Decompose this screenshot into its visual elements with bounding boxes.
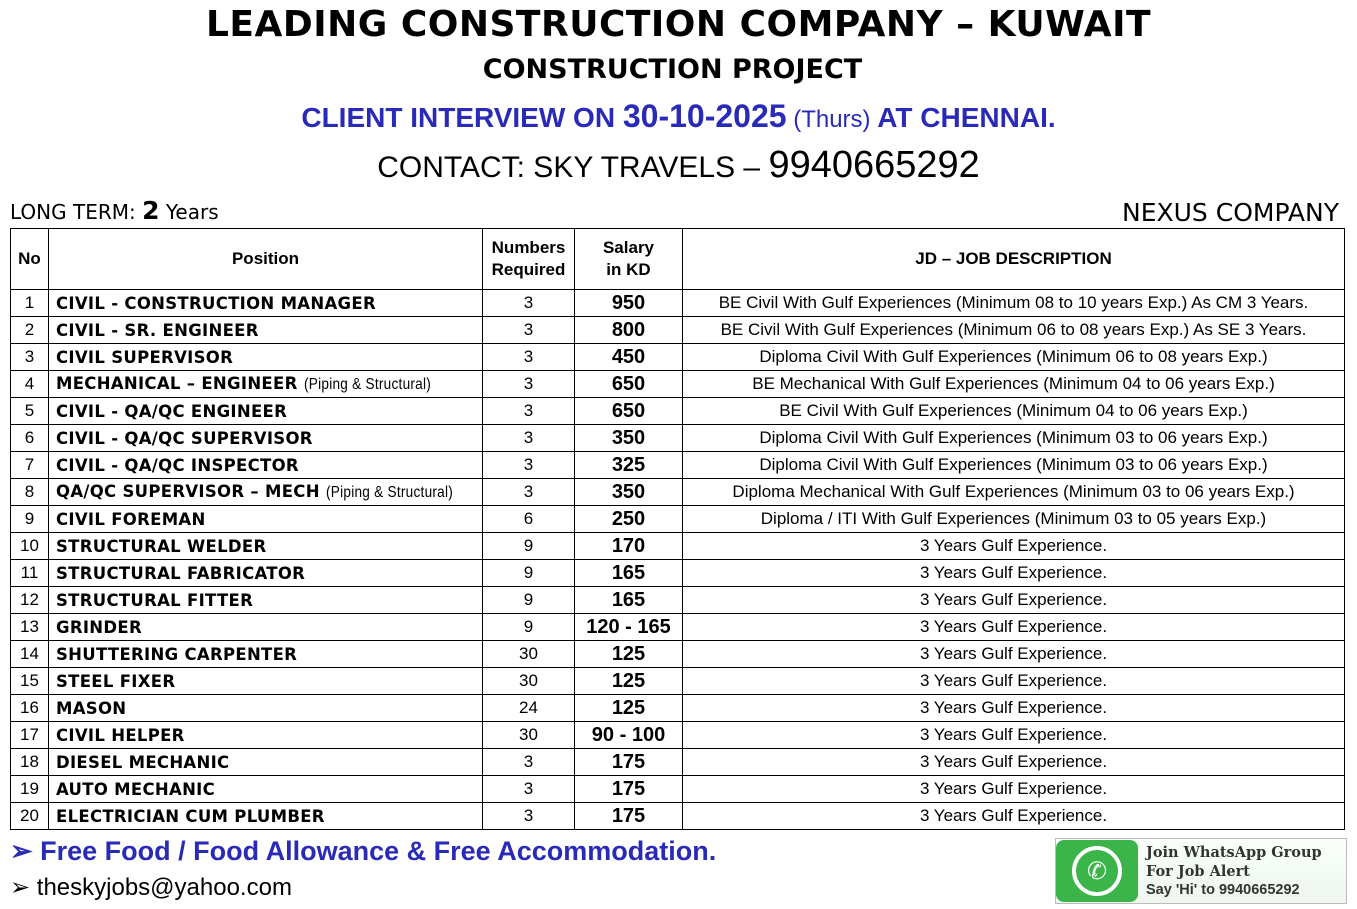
position-title: CIVIL SUPERVISOR [56, 347, 234, 367]
row-position [49, 587, 483, 614]
contact-phone: 9940665292 [768, 144, 980, 186]
row-salary: 170 [575, 533, 683, 560]
row-salary: 450 [575, 344, 683, 371]
row-jd: 3 Years Gulf Experience. [683, 533, 1345, 560]
bullet-icon: ➢ [10, 874, 31, 901]
row-qty: 30 [483, 668, 575, 695]
position-title: CIVIL - SR. ENGINEER [56, 320, 259, 340]
row-qty: 3 [483, 479, 575, 506]
row-jd: 3 Years Gulf Experience. [683, 587, 1345, 614]
row-qty: 3 [483, 344, 575, 371]
interview-suffix: AT CHENNAI. [870, 102, 1056, 133]
row-no: 3 [11, 344, 49, 371]
position-title: CIVIL - CONSTRUCTION MANAGER [56, 293, 376, 313]
benefits-text: Free Food / Food Allowance & Free Accommodation. [40, 836, 717, 866]
table-row [11, 290, 1345, 317]
row-salary: 125 [575, 695, 683, 722]
row-qty: 3 [483, 398, 575, 425]
position-title: DIESEL MECHANIC [56, 752, 230, 772]
row-no: 15 [11, 668, 49, 695]
header-jd: JD – JOB DESCRIPTION [683, 229, 1345, 290]
row-position [49, 506, 483, 533]
position-title: AUTO MECHANIC [56, 779, 216, 799]
table-row [11, 587, 1345, 614]
row-no: 19 [11, 776, 49, 803]
row-jd: BE Civil With Gulf Experiences (Minimum 06 to 08 years Exp.) As SE 3 Years. [683, 317, 1345, 344]
position-title: GRINDER [56, 617, 142, 637]
contact-line [0, 144, 1357, 187]
row-jd: 3 Years Gulf Experience. [683, 776, 1345, 803]
row-no: 20 [11, 803, 49, 830]
long-term [10, 196, 219, 225]
row-qty: 3 [483, 803, 575, 830]
subtitle: CONSTRUCTION PROJECT [482, 54, 863, 85]
page-title: LEADING CONSTRUCTION COMPANY – KUWAIT [205, 4, 1152, 45]
header-salary: Salary in KD [575, 229, 683, 290]
row-salary: 175 [575, 803, 683, 830]
row-no: 7 [11, 452, 49, 479]
row-no: 17 [11, 722, 49, 749]
row-position [49, 641, 483, 668]
row-qty: 30 [483, 722, 575, 749]
row-jd: Diploma Civil With Gulf Experiences (Minimum 03 to 06 years Exp.) [683, 452, 1345, 479]
bullet-icon: ➢ [10, 836, 33, 866]
row-position [49, 290, 483, 317]
table-row [11, 317, 1345, 344]
table-row [11, 803, 1345, 830]
row-qty: 3 [483, 452, 575, 479]
row-no: 8 [11, 479, 49, 506]
position-title: CIVIL FOREMAN [56, 509, 206, 529]
row-salary: 800 [575, 317, 683, 344]
table-row [11, 776, 1345, 803]
row-jd: BE Civil With Gulf Experiences (Minimum 04 to 06 years Exp.) [683, 398, 1345, 425]
row-salary: 650 [575, 371, 683, 398]
whatsapp-line3: Say 'Hi' to 9940665292 [1146, 881, 1300, 898]
row-jd: 3 Years Gulf Experience. [683, 695, 1345, 722]
row-no: 2 [11, 317, 49, 344]
long-term-unit: Years [159, 200, 219, 224]
email-line [10, 873, 292, 902]
row-no: 18 [11, 749, 49, 776]
row-qty: 9 [483, 533, 575, 560]
row-salary: 125 [575, 641, 683, 668]
table-row [11, 452, 1345, 479]
position-title: CIVIL HELPER [56, 725, 185, 745]
row-qty: 3 [483, 371, 575, 398]
row-jd: 3 Years Gulf Experience. [683, 722, 1345, 749]
position-title: STRUCTURAL WELDER [56, 536, 267, 556]
table-row [11, 560, 1345, 587]
row-jd: BE Mechanical With Gulf Experiences (Minimum 04 to 06 years Exp.) [683, 371, 1345, 398]
row-jd: 3 Years Gulf Experience. [683, 641, 1345, 668]
table-row [11, 668, 1345, 695]
row-position [49, 317, 483, 344]
row-position [49, 803, 483, 830]
table-row [11, 695, 1345, 722]
email-link[interactable]: theskyjobs@yahoo.com [36, 874, 292, 901]
row-position [49, 668, 483, 695]
row-jd: Diploma Civil With Gulf Experiences (Minimum 03 to 06 years Exp.) [683, 425, 1345, 452]
row-jd: Diploma Mechanical With Gulf Experiences (Minimum 03 to 06 years Exp.) [683, 479, 1345, 506]
table-row [11, 641, 1345, 668]
position-title: CIVIL - QA/QC ENGINEER [56, 401, 288, 421]
row-salary: 175 [575, 749, 683, 776]
row-salary: 165 [575, 587, 683, 614]
row-qty: 30 [483, 641, 575, 668]
row-position [49, 479, 483, 506]
position-title: QA/QC SUPERVISOR – MECH [56, 482, 326, 501]
position-title: CIVIL - QA/QC INSPECTOR [56, 455, 299, 475]
header-numbers: Numbers Required [483, 229, 575, 290]
row-jd: 3 Years Gulf Experience. [683, 560, 1345, 587]
long-term-label: LONG TERM: [10, 200, 143, 224]
row-qty: 3 [483, 749, 575, 776]
row-no: 4 [11, 371, 49, 398]
row-jd: Diploma Civil With Gulf Experiences (Minimum 06 to 08 years Exp.) [683, 344, 1345, 371]
row-jd: 3 Years Gulf Experience. [683, 803, 1345, 830]
row-salary: 650 [575, 398, 683, 425]
interview-day: (Thurs) [786, 106, 871, 133]
row-no: 5 [11, 398, 49, 425]
position-title: STEEL FIXER [56, 671, 176, 691]
row-no: 11 [11, 560, 49, 587]
whatsapp-line1: Join WhatsApp Group [1146, 843, 1322, 861]
row-jd: 3 Years Gulf Experience. [683, 668, 1345, 695]
row-position [49, 398, 483, 425]
row-qty: 24 [483, 695, 575, 722]
row-jd: 3 Years Gulf Experience. [683, 749, 1345, 776]
row-no: 16 [11, 695, 49, 722]
table-row [11, 398, 1345, 425]
position-title: ELECTRICIAN CUM PLUMBER [56, 806, 325, 826]
row-position [49, 371, 483, 398]
benefits-line [10, 836, 716, 867]
row-no: 14 [11, 641, 49, 668]
row-no: 6 [11, 425, 49, 452]
position-title: STRUCTURAL FABRICATOR [56, 563, 306, 583]
row-no: 1 [11, 290, 49, 317]
row-salary: 250 [575, 506, 683, 533]
row-qty: 9 [483, 614, 575, 641]
row-salary: 125 [575, 668, 683, 695]
jobs-table [10, 228, 1345, 830]
table-row [11, 614, 1345, 641]
header-no: No [11, 229, 49, 290]
row-qty: 6 [483, 506, 575, 533]
row-qty: 3 [483, 317, 575, 344]
row-salary: 120 - 165 [575, 614, 683, 641]
whatsapp-banner[interactable] [1055, 838, 1347, 904]
table-row [11, 749, 1345, 776]
table-row [11, 479, 1345, 506]
company-name: NEXUS COMPANY [1122, 198, 1339, 227]
row-jd: BE Civil With Gulf Experiences (Minimum 08 to 10 years Exp.) As CM 3 Years. [683, 290, 1345, 317]
row-salary: 950 [575, 290, 683, 317]
row-no: 13 [11, 614, 49, 641]
position-title: MASON [56, 698, 127, 718]
row-position [49, 614, 483, 641]
whatsapp-line2: For Job Alert [1146, 862, 1250, 880]
header-position: Position [49, 229, 483, 290]
row-no: 9 [11, 506, 49, 533]
position-title: CIVIL - QA/QC SUPERVISOR [56, 428, 313, 448]
row-salary: 165 [575, 560, 683, 587]
interview-prefix: CLIENT INTERVIEW ON [301, 102, 623, 133]
row-jd: Diploma / ITI With Gulf Experiences (Minimum 03 to 05 years Exp.) [683, 506, 1345, 533]
position-title: SHUTTERING CARPENTER [56, 644, 298, 664]
row-salary: 175 [575, 776, 683, 803]
table-row [11, 722, 1345, 749]
table-row [11, 533, 1345, 560]
row-salary: 350 [575, 425, 683, 452]
contact-prefix: CONTACT: SKY TRAVELS – [377, 151, 769, 184]
row-position [49, 452, 483, 479]
row-position [49, 722, 483, 749]
table-row [11, 344, 1345, 371]
row-salary: 325 [575, 452, 683, 479]
row-salary: 350 [575, 479, 683, 506]
table-row [11, 506, 1345, 533]
row-position [49, 695, 483, 722]
table-row [11, 425, 1345, 452]
position-title: MECHANICAL – ENGINEER [56, 374, 304, 393]
row-no: 12 [11, 587, 49, 614]
row-position [49, 425, 483, 452]
position-note: (Piping & Structural) [303, 376, 431, 393]
row-qty: 3 [483, 776, 575, 803]
row-position [49, 560, 483, 587]
table-header [11, 229, 1345, 290]
row-position [49, 344, 483, 371]
interview-date: 30-10-2025 [622, 98, 787, 134]
row-qty: 9 [483, 560, 575, 587]
row-position [49, 776, 483, 803]
position-note: (Piping & Structural) [325, 484, 453, 501]
row-position [49, 749, 483, 776]
row-jd: 3 Years Gulf Experience. [683, 614, 1345, 641]
row-qty: 9 [483, 587, 575, 614]
row-position [49, 533, 483, 560]
whatsapp-icon: ✆ [1056, 840, 1138, 902]
row-qty: 3 [483, 425, 575, 452]
row-salary: 90 - 100 [575, 722, 683, 749]
row-no: 10 [11, 533, 49, 560]
long-term-value: 2 [142, 196, 160, 225]
position-title: STRUCTURAL FITTER [56, 590, 254, 610]
row-qty: 3 [483, 290, 575, 317]
table-row [11, 371, 1345, 398]
interview-line [0, 98, 1357, 135]
